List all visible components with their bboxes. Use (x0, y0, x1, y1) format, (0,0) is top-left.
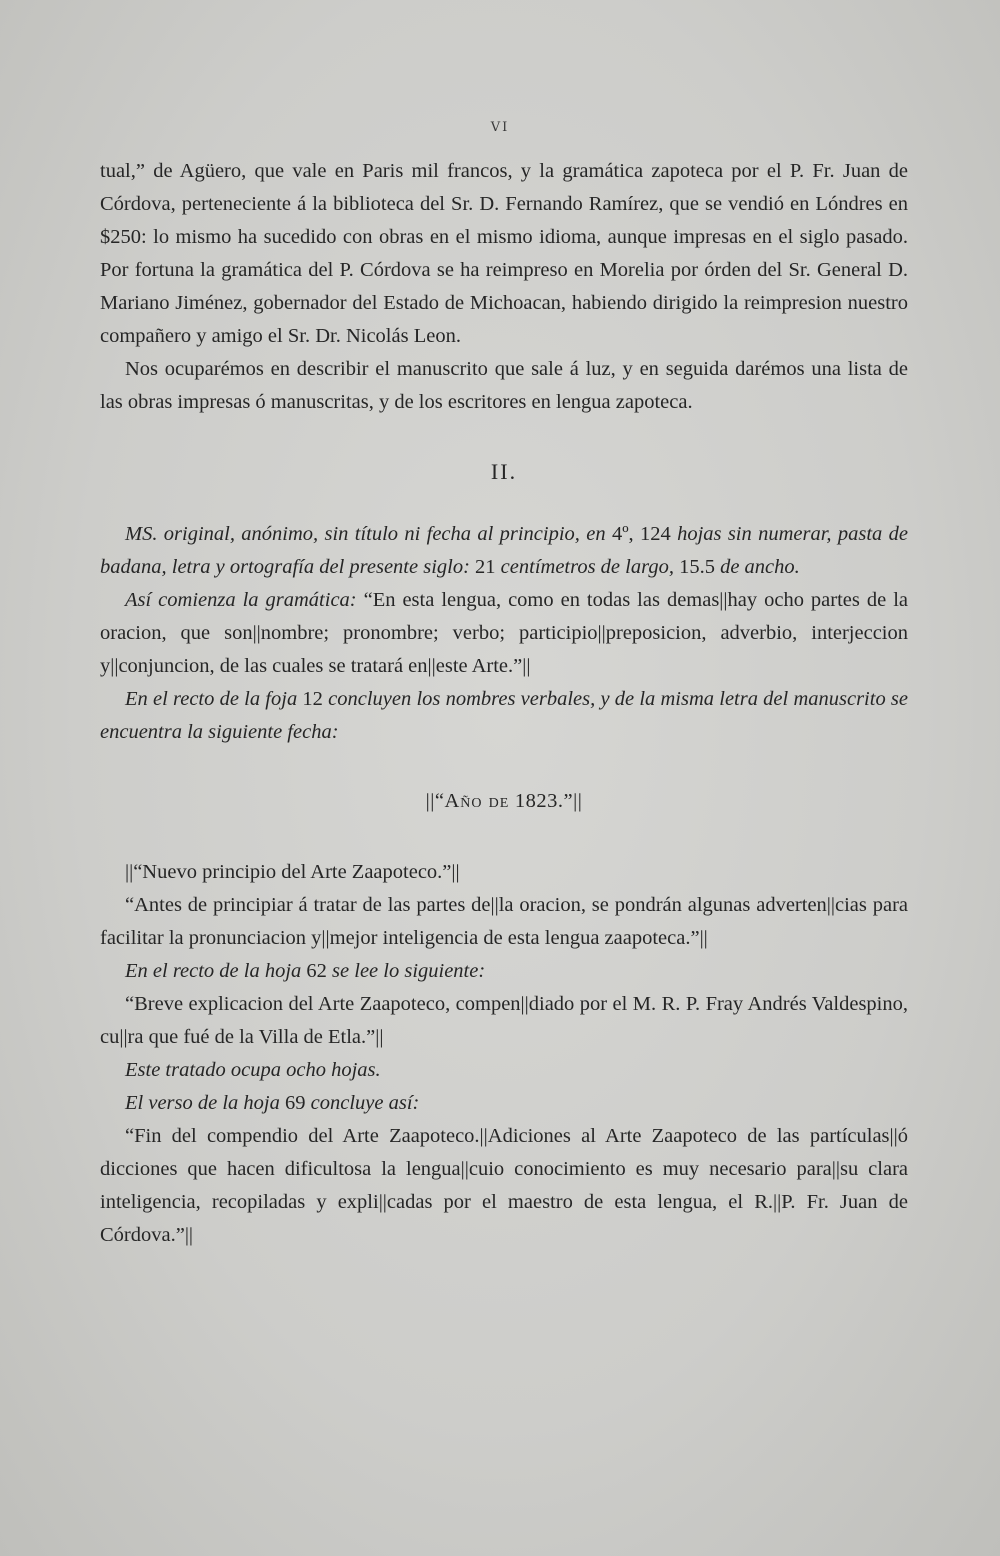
tratado-paragraph: Este tratado ocupa ocho hojas. (125, 1059, 381, 1081)
ms-description-text-a: MS. original, anónimo, sin título ni fecha al principio, en (125, 523, 612, 545)
antes-paragraph: “Antes de principiar á tratar de las partes de||la oracion, se pondrán algunas adverten||cias para facilitar la pronunciacion y||mejor inteligencia de esta lengua zaapoteca.”|| (100, 894, 908, 949)
ms-description (100, 518, 908, 584)
page-number: VI (490, 120, 510, 135)
gramatica-quote: “En esta lengua, como en todas las demas||hay ocho partes de la oracion, que son||nombre; pronombre; verbo; participio||preposicion, adverbio, interjeccion y||conjuncion, de las cuales se tratará en||este Arte.”|| (100, 589, 908, 677)
date-line (100, 785, 908, 818)
gramatica-intro: Así comienza la gramática: (125, 589, 357, 611)
gramatica-paragraph (100, 584, 908, 683)
hoja69-text-b: concluye así: (305, 1092, 420, 1114)
paragraph-continuation: tual,” de Agüero, que vale en Paris mil francos, y la gramática zapoteca por el P. Fr. Juan de Córdova, perteneciente á la biblioteca del Sr. D. Fernando Ramírez, que se vendió en Lóndres en $250: lo mismo ha sucedido con obras en el mismo idioma, aunque impresas en el siglo pasado. Por fortuna la gramática del P. Córdova se ha reimpreso en Morelia por órden del Sr. General D. Mariano Jiménez, gobernador del Estado de Michoacan, habiendo dirigido la reimpresion nuestro compañero y amigo el Sr. Dr. Nicolás Leon. (100, 160, 908, 347)
nuevo-principio: ||“Nuevo principio del Arte Zaapoteco.”|| (125, 861, 460, 883)
page-body (100, 155, 908, 1252)
foja12-text-b: concluyen los nombres verbales, y de la misma letra del manuscrito se encuentra la siguiente fecha: (100, 688, 908, 743)
foja12-paragraph (100, 683, 908, 749)
ms-description-text-d: de ancho. (714, 556, 800, 578)
hoja69-number: 69 (285, 1092, 306, 1114)
hoja69-paragraph (100, 1087, 908, 1120)
hoja62-paragraph (100, 955, 908, 988)
hoja62-text-a: En el recto de la hoja (125, 960, 307, 982)
breve-paragraph: “Breve explicacion del Arte Zaapoteco, compen||diado por el M. R. P. Fray Andrés Valdespino, cu||ra que fué de la Villa de Etla.”|| (100, 993, 908, 1048)
date-label: Año de (444, 790, 510, 812)
ms-description-number-b: 21 (475, 556, 496, 578)
ms-description-number-c: 15.5 (679, 556, 715, 578)
paragraph-plan: Nos ocuparémos en describir el manuscrito que sale á luz, y en seguida darémos una lista de las obras impresas ó manuscritas, y de los escritores en lengua zapoteca. (100, 358, 908, 413)
ms-description-number-a: 4º, 124 (611, 523, 671, 545)
hoja62-number: 62 (306, 960, 327, 982)
section-heading: II. (490, 459, 518, 484)
date-year: 1823.”|| (509, 790, 583, 812)
ms-description-text-c: centímetros de largo, (495, 556, 680, 578)
hoja69-text-a: El verso de la hoja (125, 1092, 285, 1114)
hoja62-text-b: se lee lo siguiente: (326, 960, 486, 982)
foja12-number: 12 (302, 688, 323, 710)
ms-description-text-b: hojas sin numerar, pasta de badana, letra y ortografía del presente siglo: (100, 523, 908, 578)
foja12-text-a: En el recto de la foja (125, 688, 303, 710)
fin-paragraph: “Fin del compendio del Arte Zaapoteco.||Adiciones al Arte Zaapoteco de las partículas||ó dicciones que hacen dificultosa la lengua||cuio conocimiento es muy necesario para||su clara inteligencia, recopiladas y expli||cadas por el maestro de esta lengua, el R.||P. Fr. Juan de Córdova.”|| (100, 1125, 908, 1246)
date-open: ||“ (425, 790, 445, 812)
